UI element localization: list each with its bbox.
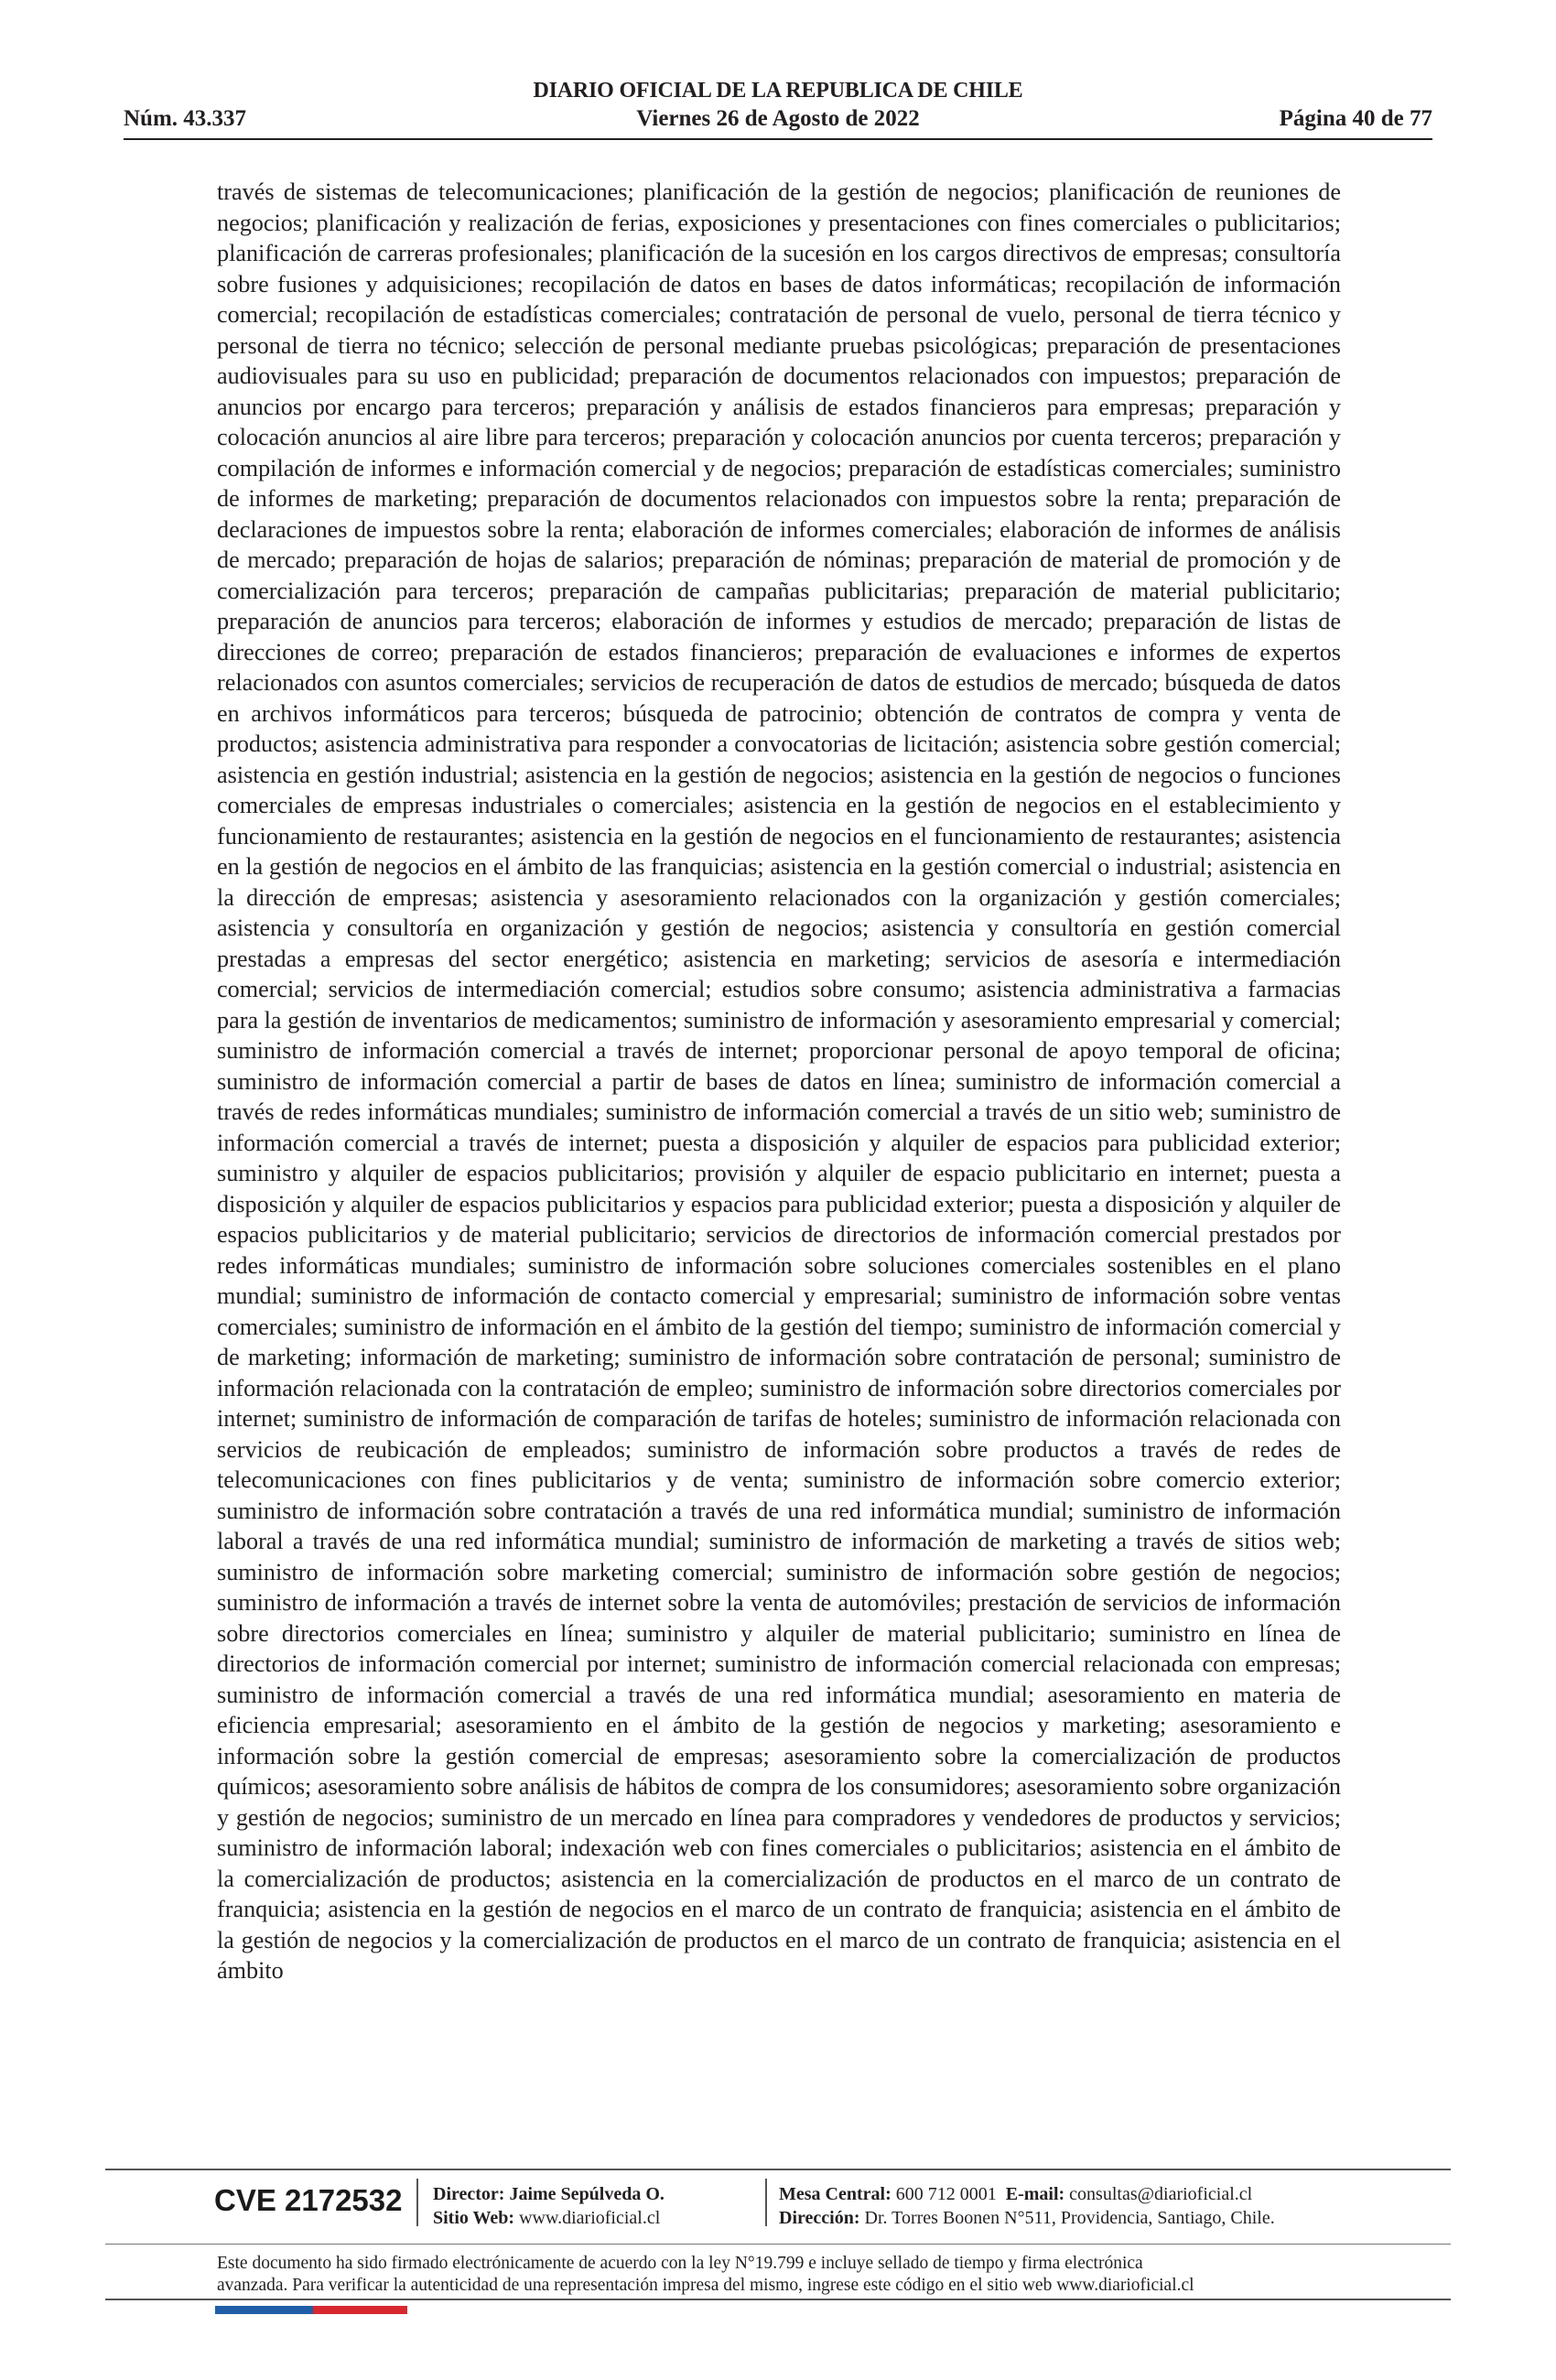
legal-line-1: Este documento ha sido firmado electrónicamente de acuerdo con la ley N°19.799 e incluye sellado de tiempo y firma electrónica — [217, 2254, 1143, 2273]
flag-stripe-blue — [215, 2306, 313, 2314]
page-header — [124, 73, 1432, 134]
website-label: Sitio Web: — [433, 2208, 515, 2228]
body-paragraph: través de sistemas de telecomunicaciones; planificación de la gestión de negocios; planificación de reuniones de negocios; planificación y realización de ferias, exposiciones y presentaciones con fines comerciales o publicitarios; planificación de carreras profesionales; planificación de la sucesión en los cargos directivos de empresas; consultoría sobre fusiones y adquisiciones; recopilación de datos en bases de datos informáticas; recopilación de información comercial; recopilación de estadísticas comerciales; contratación de personal de vuelo, personal de tierra técnico y personal de tierra no técnico; selección de personal mediante pruebas psicológicas; preparación de presentaciones audiovisuales para su uso en publicidad; preparación de documentos relacionados con impuestos; preparación de anuncios por encargo para terceros; preparación y análisis de estados financieros para empresas; preparación y colocación anuncios al aire libre para terceros; preparación y colocación anuncios por cuenta terceros; preparación y compilación de informes e información comercial y de negocios; preparación de estadísticas comerciales; suministro de informes de marketing; preparación de documentos relacionados con impuestos sobre la renta; preparación de declaraciones de impuestos sobre la renta; elaboración de informes comerciales; elaboración de informes de análisis de mercado; preparación de hojas de salarios; preparación de nóminas; preparación de material de promoción y de comercialización para terceros; preparación de campañas publicitarias; preparación de material publicitario; preparación de anuncios para terceros; elaboración de informes y estudios de mercado; preparación de listas de direcciones de correo; preparación de estados financieros; preparación de evaluaciones e informes de expertos relacionados con asuntos comerciales; servicios de recuperación de datos de estudios de mercado; búsqueda de datos en archivos informáticos para terceros; búsqueda de patrocinio; obtención de contratos de compra y venta de productos; asistencia administrativa para responder a convocatorias de licitación; asistencia sobre gestión comercial; asistencia en gestión industrial; asistencia en la gestión de negocios; asistencia en la gestión de negocios o funciones comerciales de empresas industriales o comerciales; asistencia en la gestión de negocios en el establecimiento y funcionamiento de restaurantes; asistencia en la gestión de negocios en el funcionamiento de restaurantes; asistencia en la gestión de negocios en el ámbito de las franquicias; asistencia en la gestión comercial o industrial; asistencia en la dirección de empresas; asistencia y asesoramiento relacionados con la organización y gestión comerciales; asistencia y consultoría en organización y gestión de negocios; asistencia y consultoría en gestión comercial prestadas a empresas del sector energético; asistencia en marketing; servicios de asesoría e intermediación comercial; servicios de intermediación comercial; estudios sobre consumo; asistencia administrativa a farmacias para la gestión de inventarios de medicamentos; suministro de información y asesoramiento empresarial y comercial; suministro de información comercial a través de internet; proporcionar personal de apoyo temporal de oficina; suministro de información comercial a partir de bases de datos en línea; suministro de información comercial a través de redes informáticas mundiales; suministro de información comercial a través de un sitio web; suministro de información comercial a través de internet; puesta a disposición y alquiler de espacios para publicidad exterior; suministro y alquiler de espacios publicitarios; provisión y alquiler de espacio publicitario en internet; puesta a disposición y alquiler de espacios publicitarios y espacios para publicidad exterior; puesta a disposición y alquiler de espacios publicitarios y de material publicitario; servicios de directorios de información comercial prestados por redes informáticas mundiales; suministro de información sobre soluciones comerciales sostenibles en el plano mundial; suministro de información de contacto comercial y empresarial; suministro de información sobre ventas comerciales; suministro de información en el ámbito de la gestión del tiempo; suministro de información comercial y de marketing; información de marketing; suministro de información sobre contratación de personal; suministro de información relacionada con la contratación de empleo; suministro de información sobre directorios comerciales por internet; suministro de información de comparación de tarifas de hoteles; suministro de información relacionada con servicios de reubicación de empleados; suministro de información sobre productos a través de redes de telecomunicaciones con fines publicitarios y de venta; suministro de información sobre comercio exterior; suministro de información sobre contratación a través de una red informática mundial; suministro de información laboral a través de una red informática mundial; suministro de información de marketing a través de sitios web; suministro de información sobre marketing comercial; suministro de información sobre gestión de negocios; suministro de información a través de internet sobre la venta de automóviles; prestación de servicios de información sobre directorios comerciales en línea; suministro y alquiler de material publicitario; suministro en línea de directorios de información comercial por internet; suministro de información comercial relacionada con empresas; suministro de información comercial a través de una red informática mundial; asesoramiento en materia de eficiencia empresarial; asesoramiento en el ámbito de la gestión de negocios y marketing; asesoramiento e información sobre la gestión comercial de empresas; asesoramiento sobre la comercialización de productos químicos; asesoramiento sobre análisis de hábitos de compra de los consumidores; asesoramiento sobre organización y gestión de negocios; suministro de un mercado en línea para compradores y vendedores de productos y servicios; suministro de información laboral; indexación web con fines comerciales o publicitarios; asistencia en el ámbito de la comercialización de productos; asistencia en la comercialización de productos en el marco de un contrato de franquicia; asistencia en la gestión de negocios en el marco de un contrato de franquicia; asistencia en el ámbito de la gestión de negocios y la comercialización de productos en el marco de un contrato de franquicia; asistencia en el ámbito — [217, 178, 1341, 1984]
address-label: Dirección: — [779, 2208, 860, 2228]
legal-line-2: avanzada. Para verificar la autenticidad de una representación impresa del mismo, ingrese este código en el sitio web www.diarioficial.cl — [217, 2276, 1194, 2295]
gazette-title: DIARIO OFICIAL DE LA REPUBLICA DE CHILE — [533, 79, 1023, 103]
phone-label: Mesa Central: — [779, 2184, 891, 2204]
cve-code: CVE 2172532 — [214, 2183, 403, 2217]
footer-divider-top — [105, 2169, 1451, 2170]
email-link[interactable]: consultas@diarioficial.cl — [1069, 2184, 1253, 2204]
footer-divider-bottom — [105, 2299, 1451, 2300]
director-label: Director: — [433, 2184, 505, 2204]
phone-number: 600 712 0001 — [895, 2184, 997, 2204]
issue-number: Núm. 43.337 — [124, 106, 247, 131]
email-label: E-mail: — [1005, 2184, 1065, 2204]
director-name: Jaime Sepúlveda O. — [509, 2184, 665, 2204]
flag-stripe-red — [313, 2306, 407, 2314]
legal-notice — [217, 2253, 1370, 2297]
page-number: Página 40 de 77 — [1279, 106, 1432, 131]
footer-divider-middle — [105, 2244, 1451, 2245]
document-body — [217, 177, 1341, 2117]
website-link[interactable]: www.diarioficial.cl — [519, 2208, 661, 2228]
contact-block — [779, 2182, 1275, 2230]
footer-separator — [765, 2179, 767, 2226]
issue-date: Viernes 26 de Agosto de 2022 — [636, 106, 920, 131]
address-text: Dr. Torres Boonen N°511, Providencia, Santiago, Chile. — [864, 2208, 1275, 2228]
header-divider — [124, 138, 1432, 140]
director-block — [433, 2182, 665, 2230]
footer-separator — [416, 2179, 418, 2226]
